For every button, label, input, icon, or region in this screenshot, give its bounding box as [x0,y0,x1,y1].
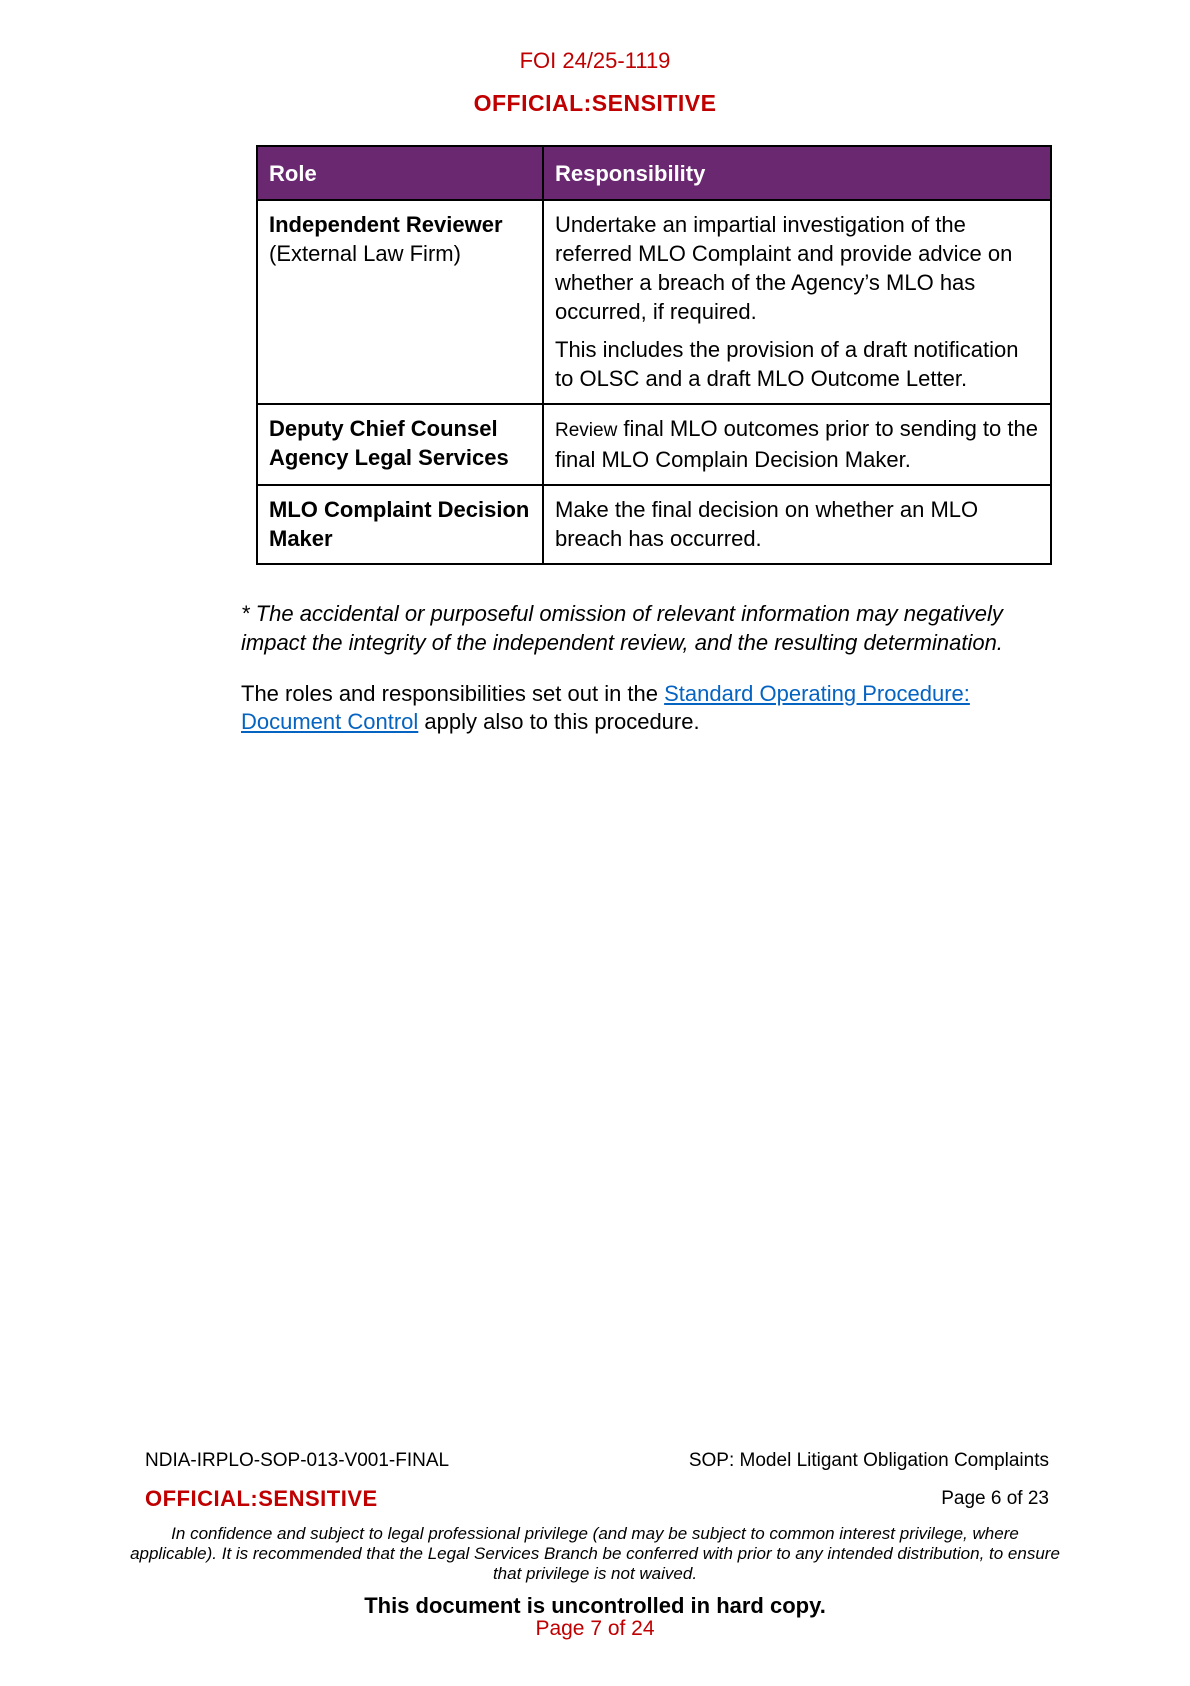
role-name: Deputy Chief Counsel Agency Legal Services [269,416,509,470]
table-header-row [257,146,1051,200]
responsibility-cell [543,404,1051,485]
roles-table [256,145,1052,565]
column-header-responsibility: Responsibility [543,146,1051,200]
role-cell [257,485,543,564]
responsibility-cell [543,485,1051,564]
classification-header: OFFICIAL:SENSITIVE [473,90,717,116]
table-row [257,200,1051,404]
role-cell [257,404,543,485]
footer-confidentiality-notice: In confidence and subject to legal professional privilege (and may be subject to common interest privilege, where applicable). It is recommended that the Legal Services Branch be conferred with prior to any intended distribution, to ensure that privilege is not waived. [130,1524,1060,1583]
roles-paragraph [241,680,1041,736]
paragraph-text: apply also to this procedure. [418,709,700,734]
role-name: MLO Complaint Decision Maker [269,497,530,551]
role-cell [257,200,543,404]
responsibility-text: This includes the provision of a draft notification to OLSC and a draft MLO Outcome Letter. [555,337,1019,391]
column-header-role: Role [257,146,543,200]
responsibility-cell [543,200,1051,404]
foi-reference: FOI 24/25-1119 [519,48,671,73]
footer-page-number: Page 6 of 23 [941,1488,1049,1509]
responsibility-text: Undertake an impartial investigation of the referred MLO Complaint and provide advice on whether a breach of the Agency’s MLO has occurred, if required. [555,212,1013,324]
footer-doc-code: NDIA-IRPLO-SOP-013-V001-FINAL [145,1450,450,1471]
footer-doc-title: SOP: Model Litigant Obligation Complaints [688,1450,1049,1471]
role-qualifier: (External Law Firm) [269,241,461,266]
role-name: Independent Reviewer [269,212,503,237]
foi-page-stamp: Page 7 of 24 [535,1617,655,1640]
responsibility-text: Make the final decision on whether an MLO breach has occurred. [555,497,979,551]
responsibility-text: final MLO outcomes prior to sending to the final MLO Complain Decision Maker. [555,416,1038,472]
responsibility-lead-word: Review [555,420,618,441]
paragraph-text: The roles and responsibilities set out in the [241,681,665,706]
document-control-link[interactable]: Standard Operating Procedure: Document Control [241,681,970,734]
footer-classification: OFFICIAL:SENSITIVE [145,1486,378,1511]
footer-uncontrolled-notice: This document is uncontrolled in hard copy. [364,1593,826,1618]
omission-note: * The accidental or purposeful omission of relevant information may negatively impact the integrity of the independent review, and the resulting determination. [241,601,1003,655]
table-row [257,485,1051,564]
table-row [257,404,1051,485]
